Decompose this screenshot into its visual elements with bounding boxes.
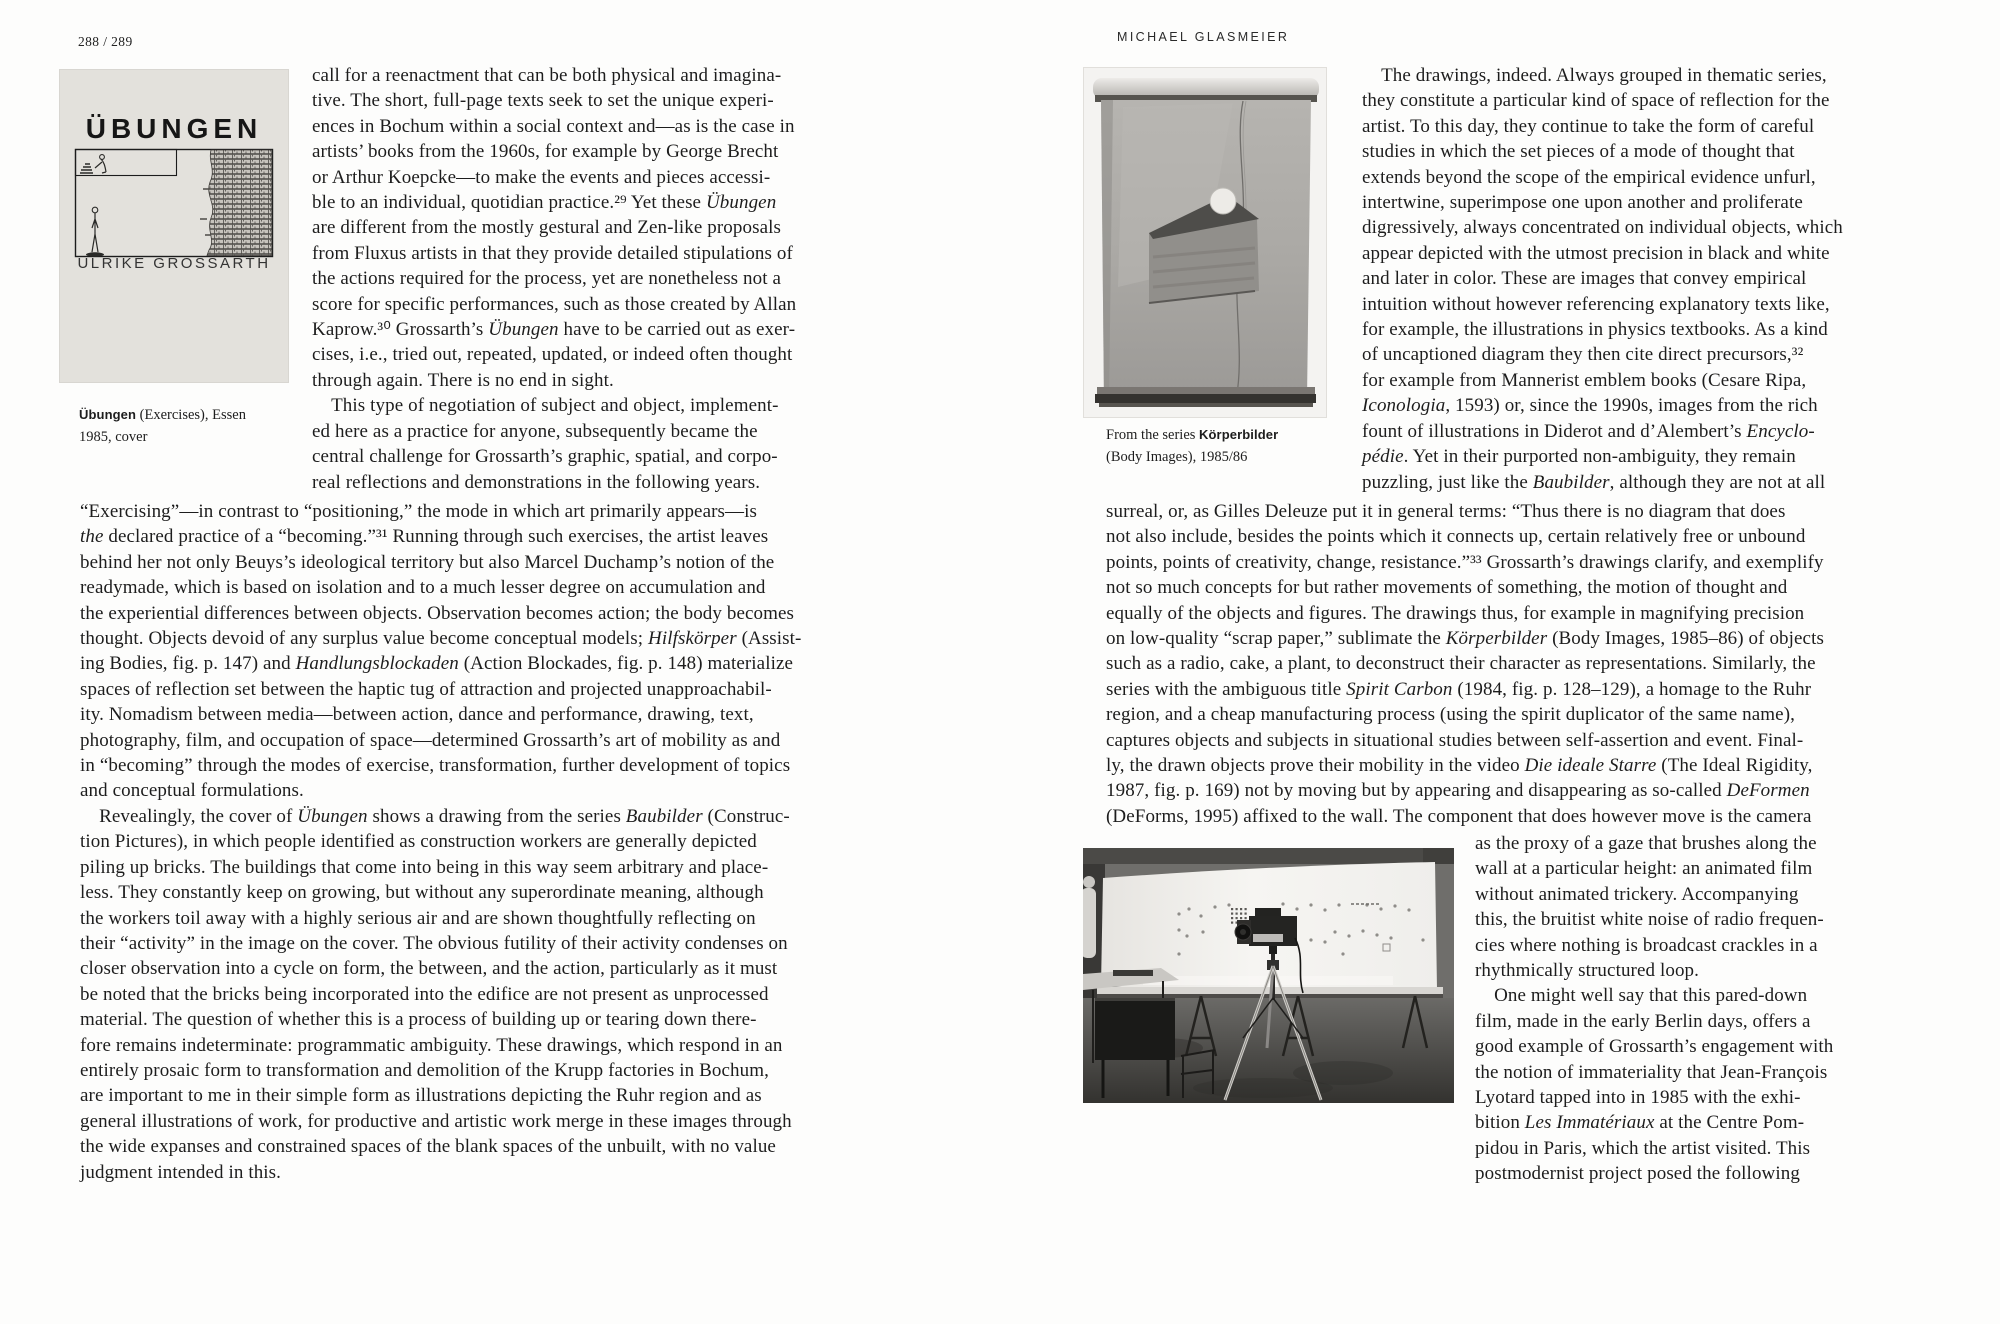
figure-uebungen-cover bbox=[59, 69, 289, 383]
right-page-narrow-text: as the proxy of a gaze that brushes along the wall at a particular height: an animated film without animated trickery. Accompanying this, the bruitist white noise of radio frequen- cies where nothing is broadcast crackles in a rhythmically structured loop. One might well say that this pared-down film, made in the early Berlin days, offers a good example of Grossarth’s engagement with the notion of immateriality that Jean-François Lyotard tapped into in 1985 with the exhi- bition Les Immatériaux at the Centre Pom- pidou in Paris, which the artist visited. This postmodernist project posed the following bbox=[1475, 833, 1834, 1185]
cover-author: ULRIKE GROSSARTH bbox=[77, 255, 271, 272]
right-page-column-text: The drawings, indeed. Always grouped in thematic series, they constitute a particular kind of space of reflection for the artist. To this day, they continue to take the form of careful studies in which the set pieces of a mode of thought that extends beyond the scope of the empirical evidence unfurl, intertwine, superimpose one upon another and proliferate digressively, always concentrated on individual objects, which appear depicted with the utmost precision in black and white and later in color. These are images that convey empirical intuition without however referencing explanatory texts like, for example, the illustrations in physics textbooks. As a kind of uncaptioned diagram they then cite direct precursors,³² for example from Mannerist emblem books (Cesare Ripa, Iconologia, 1593) or, since the 1990s, images from the rich fount of illustrations in Diderot and d’Alembert’s Encyclo- pédie. Yet in their purported non-ambiguity, they remain puzzling, just like the Baubilder, although they are not at all bbox=[1362, 65, 1843, 493]
right-page-body-text: surreal, or, as Gilles Deleuze put it in general terms: “Thus there is no diagram that does not also include, besides the points which it connects up, certain relatively free or unbound points, points of creativity, change, resistance.”³³ Grossarth’s drawings clarify, and exemplify not so much concepts for but rather movements of something, the motion of thought and equally of the objects and figures. The drawings thus, for example in magnifying precision on low-quality “scrap paper,” sublimate the Körperbilder (Body Images, 1985–86) of objects such as a radio, cake, a plant, to deconstruct their character as representations. Similarly, the series with the ambiguous title Spirit Carbon (1984, fig. p. 128–129), a homage to the Ruhr region, and a cheap manufacturing process (using the spirit duplicator of the same name), captures objects and subjects in situational studies between self-assertion and event. Final- ly, the drawn objects prove their mobility in the video Die ideale Starre (The Ideal Rigidity, 1987, fig. p. 169) not by moving but by appearing and disappearing as so-called DeFormen (DeForms, 1995) affixed to the wall. The component that does however move is the camera bbox=[1106, 501, 1824, 827]
caption-koerperbilder: From the series Körperbilder (Body Images), 1985/86 bbox=[1106, 427, 1279, 465]
cover-title: ÜBUNGEN bbox=[85, 113, 263, 144]
figure-koerperbilder-drawing bbox=[1083, 67, 1327, 418]
studio-photo-illustration bbox=[1083, 848, 1454, 1103]
left-page-column-text: call for a reenactment that can be both physical and imagina- tive. The short, full-page texts seek to set the unique experi- ences in Bochum within a social context and—as is the case in artists’ books from the 1960s, for example by George Brecht or Arthur Koepcke—to make the events and pieces accessi- ble to an individual, quotidian practice.²⁹ Yet these Übungen are different from the mostly gestural and Zen-like proposals from Fluxus artists in that they provide detailed stipulations of the actions required for the process, yet are nonetheless not a score for specific performances, such as those created by Allan Kaprow.³⁰ Grossarth’s Übungen have to be carried out as exer- cises, i.e., tried out, repeated, updated, or indeed often thought through again. There is no end in sight. This type of negotiation of subject and object, implement- ed here as a practice for anyone, subsequently became the central challenge for Grossarth’s graphic, spatial, and corpo- real reflections and demonstrations in the following years. bbox=[312, 65, 797, 493]
scroll-photo-illustration bbox=[1083, 67, 1327, 418]
running-header: MICHAEL GLASMEIER bbox=[1117, 30, 1290, 44]
left-page-body-text: “Exercising”—in contrast to “positioning,” the mode in which art primarily appears—is the declared practice of a “becoming.”³¹ Running through such exercises, the artist leaves behind her not only Beuys’s ideological territory but also Marcel Duchamp’s notion of the readymade, which is based on isolation and to a much lesser degree on accumulation and the experiential differences between objects. Observation becomes action; the body becomes thought. Objects devoid of any surplus value become conceptual models; Hilfskörper (Assist- ing Bodies, fig. p. 147) and Handlungsblockaden (Action Blockades, fig. p. 148) materialize spaces of reflection set between the haptic tug of attraction and projected unapproachabil- ity. Nomadism between media—between action, dance and performance, drawing, text, photography, film, and occupation of space—determined Grossarth’s art of mobility as and in “becoming” through the modes of exercise, transformation, further development of topics and conceptual formulations. Revealingly, the cover of Übungen shows a drawing from the series Baubilder (Construc- tion Pictures), in which people identified as construction workers are generally depicted piling up bricks. The buildings that come into being in this way seem arbitrary and place- less. They constantly keep on growing, but without any superordinate meaning, although the workers toil away with a highly serious air and are shown thoughtfully reflecting on their “activity” in the image on the cover. The obvious futility of their activity condenses on closer observation into a cycle on form, the between, and the action, particularly as it must be noted that the bricks being incorporated into the edifice are not present as unprocessed material. The question of whether this is a process of building up or tearing down there- fore remains indeterminate: programmatic ambiguity. These drawings, which respond in an entirely prosaic form to transformation and demolition of the Krupp factories in Bochum, are important to me in their simple form as illustrations depicting the Ruhr region and as general illustrations of work, for productive and artistic work merge in these images through the wide expanses and constrained spaces of the blank spaces of the unbuilt, with no value judgment intended in this. bbox=[80, 501, 802, 1183]
page-number: 288 / 289 bbox=[78, 34, 133, 49]
caption-uebungen-cover: Übungen (Exercises), Essen 1985, cover bbox=[79, 407, 246, 445]
figure-die-ideale-starre bbox=[1083, 848, 1454, 1103]
